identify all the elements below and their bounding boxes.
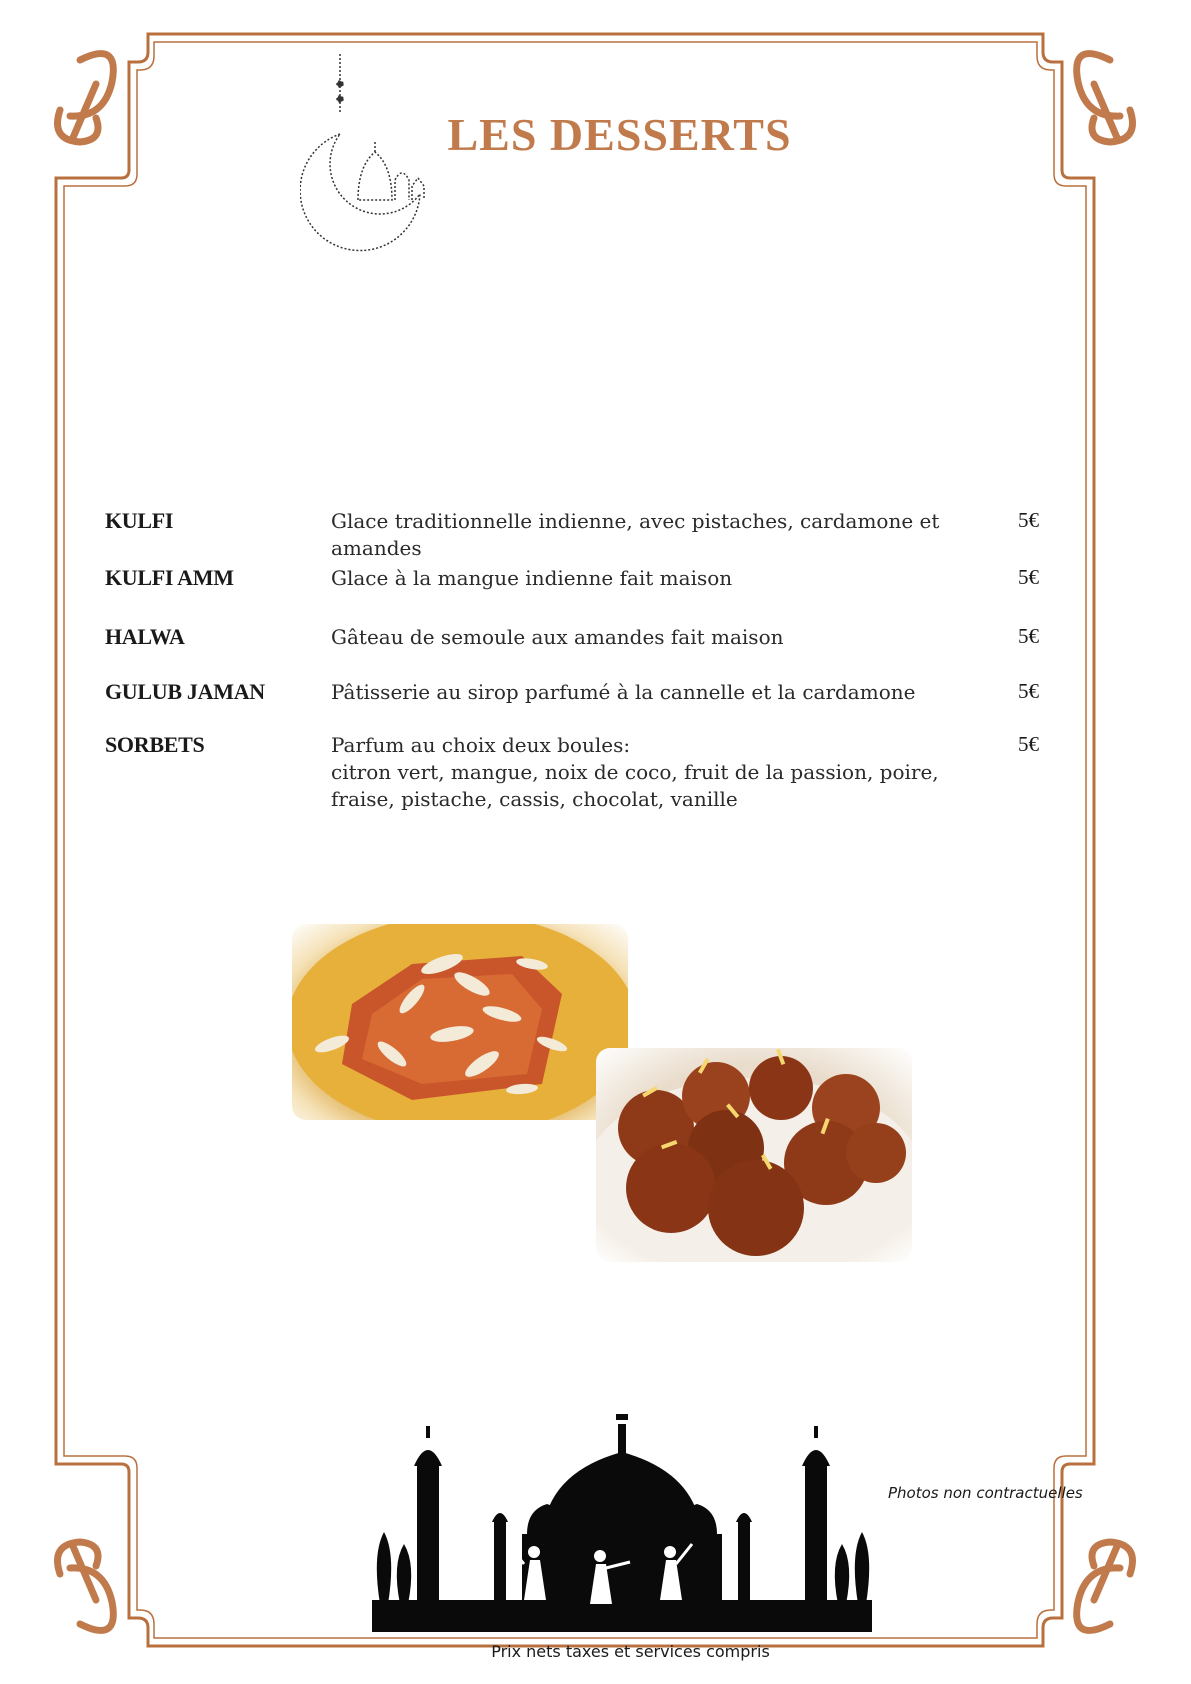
halwa-photo [292,924,628,1120]
gulab-jamun-illustration [596,1048,912,1262]
page-title: LES DESSERTS [447,109,792,160]
menu-item-price: 5€ [1018,508,1039,532]
menu-item-description [331,624,991,651]
halwa-illustration [292,924,628,1120]
menu-item-description [331,508,991,562]
menu-item-description [331,565,991,592]
photos-disclaimer: Photos non contractuelles [888,1484,1083,1502]
taj-mahal-silhouette-icon [372,1404,872,1632]
menu-item-name: SORBETS [105,732,205,757]
menu-item-price: 5€ [1018,624,1039,648]
menu-item-name: GULUB JAMAN [105,679,265,704]
menu-item-description-line: Glace à la mangue indienne fait maison [331,566,733,590]
menu-item-price: 5€ [1018,679,1039,703]
menu-item-name: HALWA [105,624,185,649]
menu-item-name: KULFI [105,508,174,533]
menu-item-description [331,732,991,813]
menu-item-description-line: citron vert, mangue, noix de coco, fruit de la passion, poire, [331,760,939,784]
menu-item-price: 5€ [1018,565,1039,589]
menu-item-description-line: Pâtisserie au sirop parfumé à la cannelle et la cardamone [331,680,916,704]
gulab-jamun-photo [596,1048,912,1262]
corner-ornament-bottom-left [58,1542,114,1630]
footer-note: Prix nets taxes et services compris [491,1642,770,1661]
corner-ornament-bottom-right [1077,1542,1133,1630]
menu-item-name: KULFI AMM [105,565,234,590]
menu-item-price: 5€ [1018,732,1039,756]
menu-item-description-line: Parfum au choix deux boules: [331,733,631,757]
menu-item-description [331,679,991,706]
menu-item-description-line: Gâteau de semoule aux amandes fait maison [331,625,784,649]
menu-item-description-line: Glace traditionnelle indienne, avec pistaches, cardamone et amandes [331,509,940,560]
menu-item-description-line: fraise, pistache, cassis, chocolat, vanille [331,787,738,811]
